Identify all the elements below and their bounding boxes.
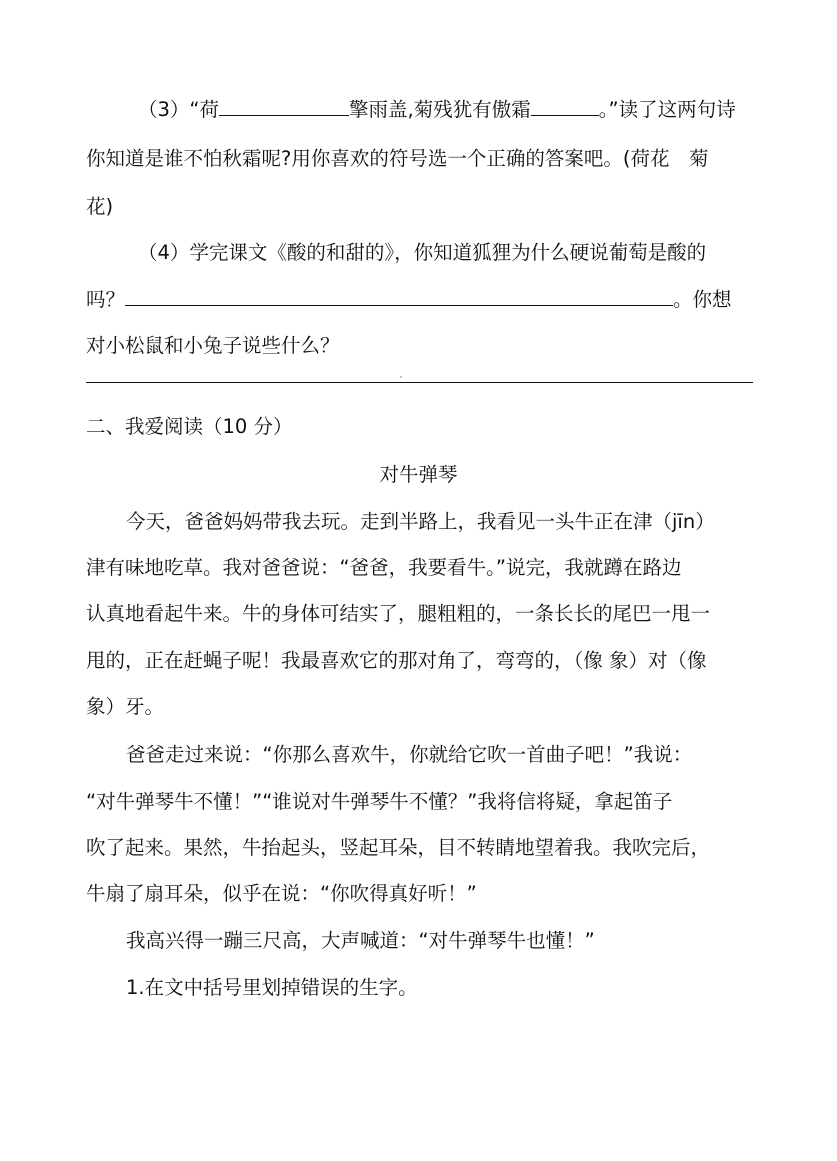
passage-line: 今天，爸爸妈妈带我去玩。走到半路上，我看见一头牛正在津（jīn） [126,510,715,533]
section-heading: 二、我爱阅读（10 分） [86,415,293,438]
q3-line-2: 你知道是谁不怕秋霜呢?用你喜欢的符号选一个正确的答案吧。(荷花 菊 [86,147,709,170]
passage-title: 对牛弹琴 [379,463,458,486]
q4-answer-blank[interactable] [125,287,673,306]
q4-line-2 [86,287,837,313]
q3-blank-2[interactable] [531,97,599,116]
passage-line: 我高兴得一蹦三尺高，大声喊道：“对牛弹琴牛也懂！” [126,929,595,952]
passage-line: 爸爸走过来说：“你那么喜欢牛，你就给它吹一首曲子吧！”我说： [126,743,693,766]
passage-line: 甩的，正在赶蝇子呢！我最喜欢它的那对角了，弯弯的，（像 象）对（像 [86,649,707,672]
q3-text-a: （3）“荷 [138,98,220,121]
q3-text-b: 擎雨盖,菊残犹有傲霜 [349,98,531,121]
q3-text-c: 。”读了这两句诗 [598,98,736,121]
q4-text-b: 。你想 [673,288,732,311]
q4-line-1: （4）学完课文《酸的和甜的》，你知道狐狸为什么硬说葡萄是酸的 [138,241,707,264]
q4-text-a: 吗？ [86,288,126,311]
q3-blank-1[interactable] [219,97,349,116]
passage-line: 吹了起来。果然，牛抬起头，竖起耳朵，目不转睛地望着我。我吹完后， [86,836,711,859]
passage-line: 牛扇了扇耳朵，似乎在说：“你吹得真好听！” [86,882,477,905]
question-1: 1.在文中括号里划掉错误的生字。 [126,976,418,999]
passage-line: 认真地看起牛来。牛的身体可结实了，腿粗粗的，一条长长的尾巴一甩一 [86,602,711,625]
passage-line: 津有味地吃草。我对爸爸说：“爸爸，我要看牛。”说完，我就蹲在路边 [86,556,682,579]
q4-answer-line[interactable] [86,382,753,383]
scan-speck [400,376,402,378]
q4-line-3: 对小松鼠和小兔子说些什么？ [86,334,340,357]
passage-line: 象）牙。 [86,695,165,718]
passage-line: “对牛弹琴牛不懂！”“谁说对牛弹琴牛不懂？”我将信将疑，拿起笛子 [86,790,673,813]
q3-line-1 [138,97,837,123]
q3-line-3: 花) [86,195,114,218]
